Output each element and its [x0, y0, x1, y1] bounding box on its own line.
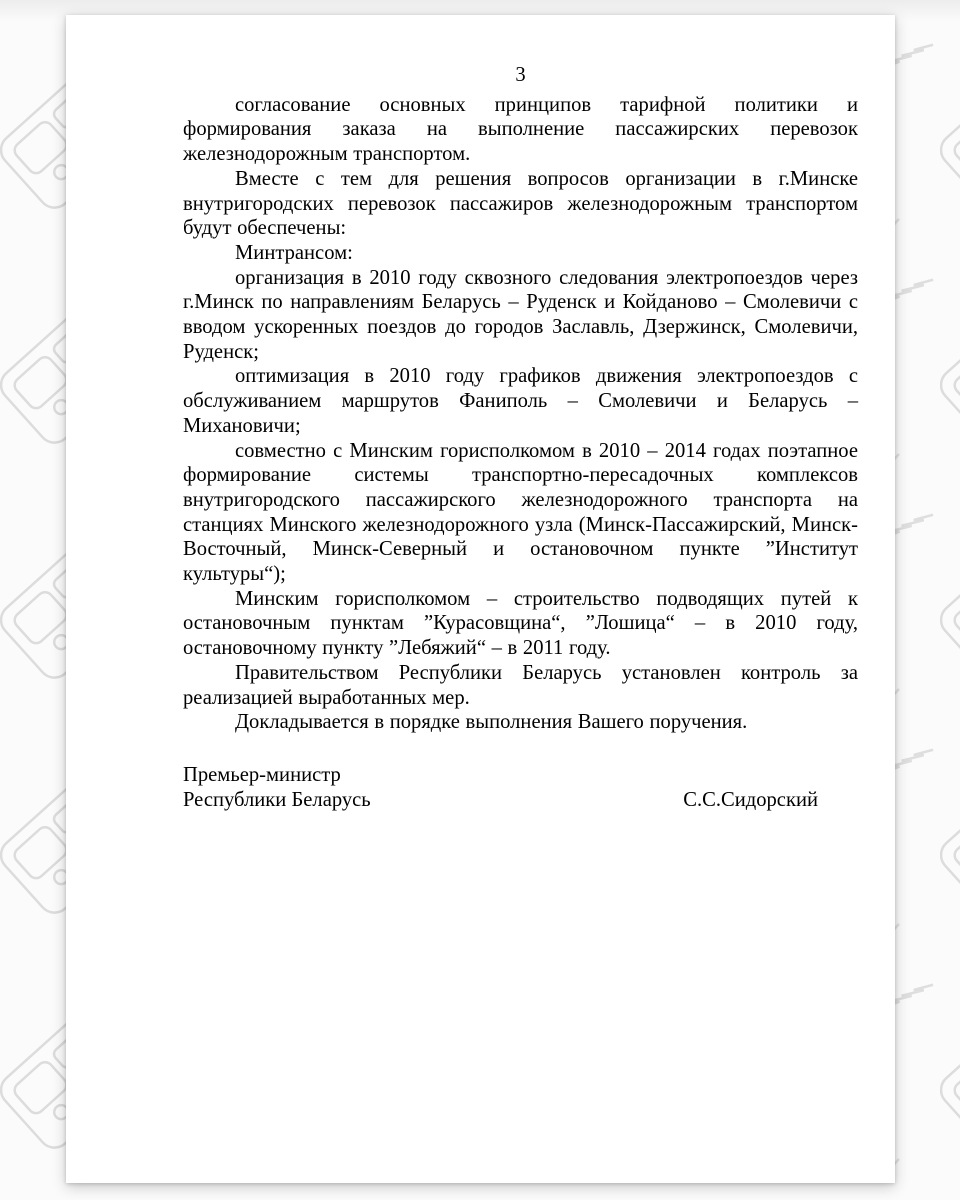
body-paragraph: организация в 2010 году сквозного следования электропоездов через г.Минск по направлениям Беларусь – Руденск и Койданово – Смолевичи с вводом ускоренных поездов до городов Заславль, Дзержинск, Смолевичи, Руденск; [183, 266, 858, 363]
body-paragraph: Минтрансом: [235, 241, 353, 264]
signature-title [183, 763, 371, 812]
body-paragraph: Вместе с тем для решения вопросов организации в г.Минске внутригородских перевозок пассажиров железнодорожным транспортом будут обеспечены: [183, 167, 858, 240]
page-number: 3 [515, 64, 526, 86]
signature-title-line2: Республики Беларусь [183, 788, 371, 811]
body-paragraph: Правительством Республики Беларусь установлен контроль за реализацией выработанных мер. [183, 661, 858, 709]
document-page [66, 15, 895, 1183]
body-paragraph: оптимизация в 2010 году графиков движения электропоездов с обслуживанием маршрутов Фаниполь – Смолевичи и Беларусь – Михановичи; [183, 365, 858, 437]
body-paragraph: совместно с Минским горисполкомом в 2010 – 2014 годах поэтапное формирование системы транспортно-пересадочных комплексов внутригородского пассажирского железнодорожного транспорта на станциях Минского железнодорожного узла (Минск-Пассажирский, Минск-Восточный, Минск-Северный и остановочном пункте ”Институт культуры“); [183, 439, 858, 586]
signature-block [183, 763, 858, 812]
body-paragraph: Докладывается в порядке выполнения Вашего поручения. [235, 711, 748, 734]
signature-name: С.С.Сидорский [683, 788, 818, 811]
document-body [183, 93, 858, 735]
body-paragraph: согласование основных принципов тарифной политики и формирования заказа на выполнение пассажирских перевозок железнодорожным транспортом. [183, 93, 858, 166]
body-paragraph: Минским горисполкомом – строительство подводящих путей к остановочным пунктам ”Курасовщина“, ”Лошица“ – в 2010 году, остановочному пункту ”Лебяжий“ – в 2011 году. [183, 587, 858, 660]
signature-title-line1: Премьер-министр [183, 763, 341, 786]
